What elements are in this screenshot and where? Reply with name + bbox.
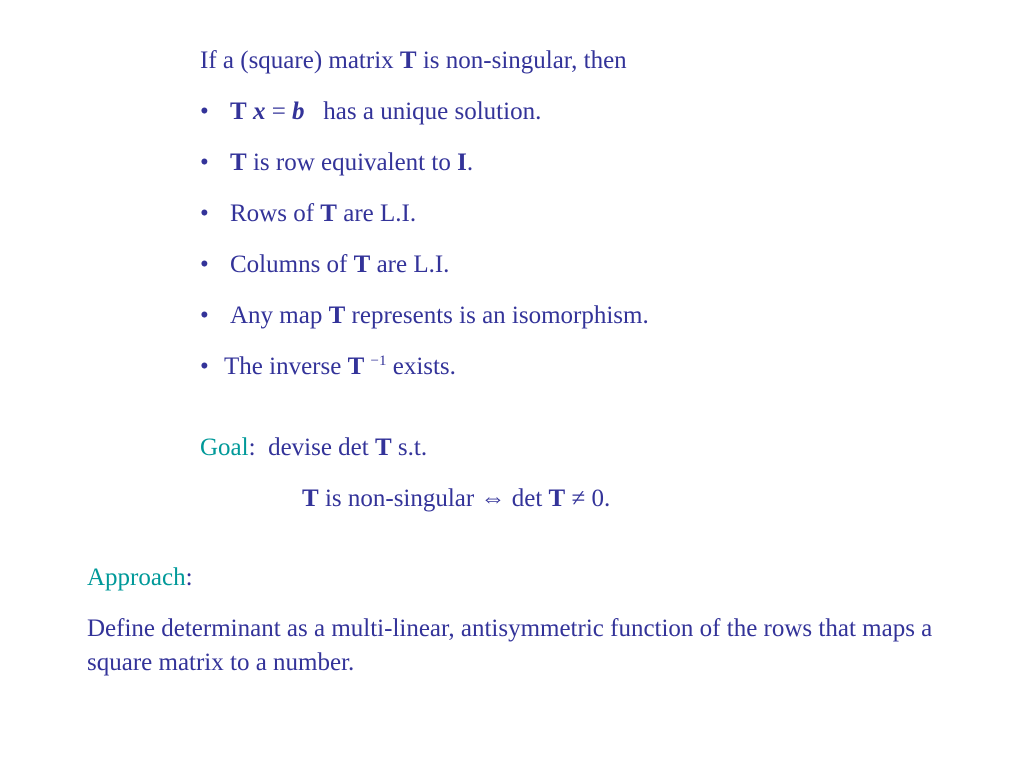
vector-x: x [252,98,266,125]
goal-text: devise det [268,434,375,461]
bullet-suffix: are L.I. [370,251,450,278]
goal-line [200,432,427,464]
bullet-columns-li [200,249,449,281]
matrix-symbol: T [320,200,337,227]
bullet-prefix: The inverse [224,353,348,380]
bullet-suffix: exists. [386,353,456,380]
period: . [466,149,474,176]
matrix-symbol: T [399,47,417,74]
bullet-text: is row equivalent to [246,149,458,176]
bullet-icon: • [200,302,209,329]
bullet-icon: • [200,149,209,176]
bullet-inverse [200,351,456,383]
equivalence-text-1: is non-singular [318,485,481,512]
iff-icon: ⇔ [480,485,506,512]
bullet-text: has a unique solution. [323,98,542,125]
bullet-prefix: Any map [230,302,329,329]
approach-heading [87,562,193,594]
intro-prefix: If a (square) matrix [200,47,400,74]
bullet-prefix: Columns of [230,251,354,278]
matrix-symbol: T [302,485,319,512]
equals-sign: = [265,98,293,125]
bullet-icon: • [200,353,209,380]
bullet-unique-solution [200,96,541,128]
bullet-icon: • [200,98,209,125]
bullet-icon: • [200,251,209,278]
goal-suffix: s.t. [391,434,428,461]
equivalence-line [302,483,610,515]
bullet-rows-li [200,198,416,230]
bullet-suffix: represents is an isomorphism. [345,302,649,329]
bullet-row-equivalent [200,147,473,179]
goal-colon: : [248,434,256,461]
bullet-suffix: are L.I. [336,200,417,227]
goal-label: Goal [200,434,249,461]
identity-symbol: I [457,149,467,176]
vector-b: b [292,98,305,125]
matrix-symbol: T [230,149,247,176]
approach-label: Approach [87,564,186,591]
intro-suffix: is non-singular, then [416,47,627,74]
matrix-symbol: T [328,302,346,329]
matrix-symbol: T [230,98,247,125]
matrix-symbol: T [353,251,371,278]
intro-line [200,45,627,77]
matrix-symbol: T [347,353,365,380]
equivalence-text-2: det [505,485,549,512]
approach-colon: : [185,564,193,591]
inverse-exponent: −1 [370,353,387,369]
matrix-symbol: T [374,434,392,461]
not-equal-zero: ≠ 0. [565,485,611,512]
bullet-prefix: Rows of [230,200,321,227]
bullet-isomorphism [200,300,649,332]
matrix-symbol: T [548,485,566,512]
approach-paragraph: Define determinant as a multi-linear, antisymmetric function of the rows that maps a square matrix to a number. [87,615,933,676]
bullet-icon: • [200,200,209,227]
